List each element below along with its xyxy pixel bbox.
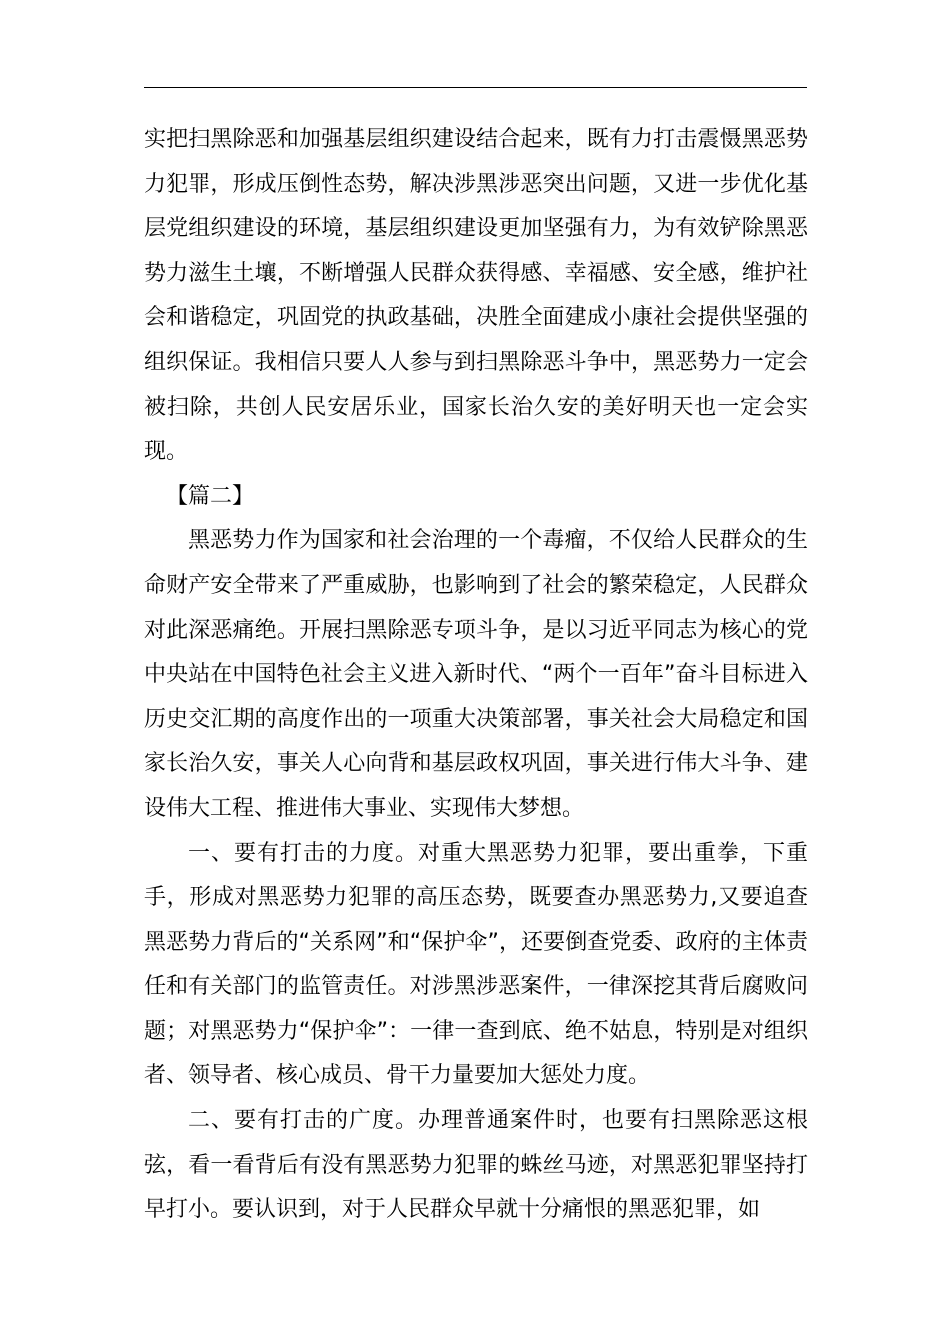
section-heading: 【篇二】 [166, 483, 255, 509]
paragraph-point-one: 一、要有打击的力度。对重大黑恶势力犯罪，要出重拳，下重手，形成对黑恶势力犯罪的高压态势，既要查办黑恶势力,又要追查黑恶势力背后的“关系网”和“保护伞”，还要倒查党委、政府的主体责任和有关部门的监管责任。对涉黑涉恶案件，一律深挖其背后腐败问题；对黑恶势力“保护伞”：一律一查到底、绝不姑息，特别是对组织者、领导者、核心成员、骨干力量要加大惩处力度。 [144, 840, 808, 1089]
header-rule [144, 87, 807, 88]
paragraph-intro: 黑恶势力作为国家和社会治理的一个毒瘤，不仅给人民群众的生命财产安全带来了严重威胁，也影响到了社会的繁荣稳定，人民群众对此深恶痛绝。开展扫黑除恶专项斗争，是以习近平同志为核心的党中央站在中国特色社会主义进入新时代、“两个一百年”奋斗目标进入历史交汇期的高度作出的一项重大决策部署，事关社会大局稳定和国家长治久安，事关人心向背和基层政权巩固，事关进行伟大斗争、建设伟大工程、推进伟大事业、实现伟大梦想。 [144, 528, 808, 821]
document-body [144, 118, 808, 1233]
paragraph-point-two: 二、要有打击的广度。办理普通案件时，也要有扫黑除恶这根弦，看一看背后有没有黑恶势力犯罪的蛛丝马迹，对黑恶犯罪坚持打早打小。要认识到，对于人民群众早就十分痛恨的黑恶犯罪，如 [144, 1108, 808, 1223]
paragraph-continuation: 实把扫黑除恶和加强基层组织建设结合起来，既有力打击震慑黑恶势力犯罪，形成压倒性态势，解决涉黑涉恶突出问题，又进一步优化基层党组织建设的环境，基层组织建设更加坚强有力，为有效铲除黑恶势力滋生土壤，不断增强人民群众获得感、幸福感、安全感，维护社会和谐稳定，巩固党的执政基础，决胜全面建成小康社会提供坚强的组织保证。我相信只要人人参与到扫黑除恶斗争中，黑恶势力一定会被扫除，共创人民安居乐业，国家长治久安的美好明天也一定会实现。 [144, 127, 808, 465]
